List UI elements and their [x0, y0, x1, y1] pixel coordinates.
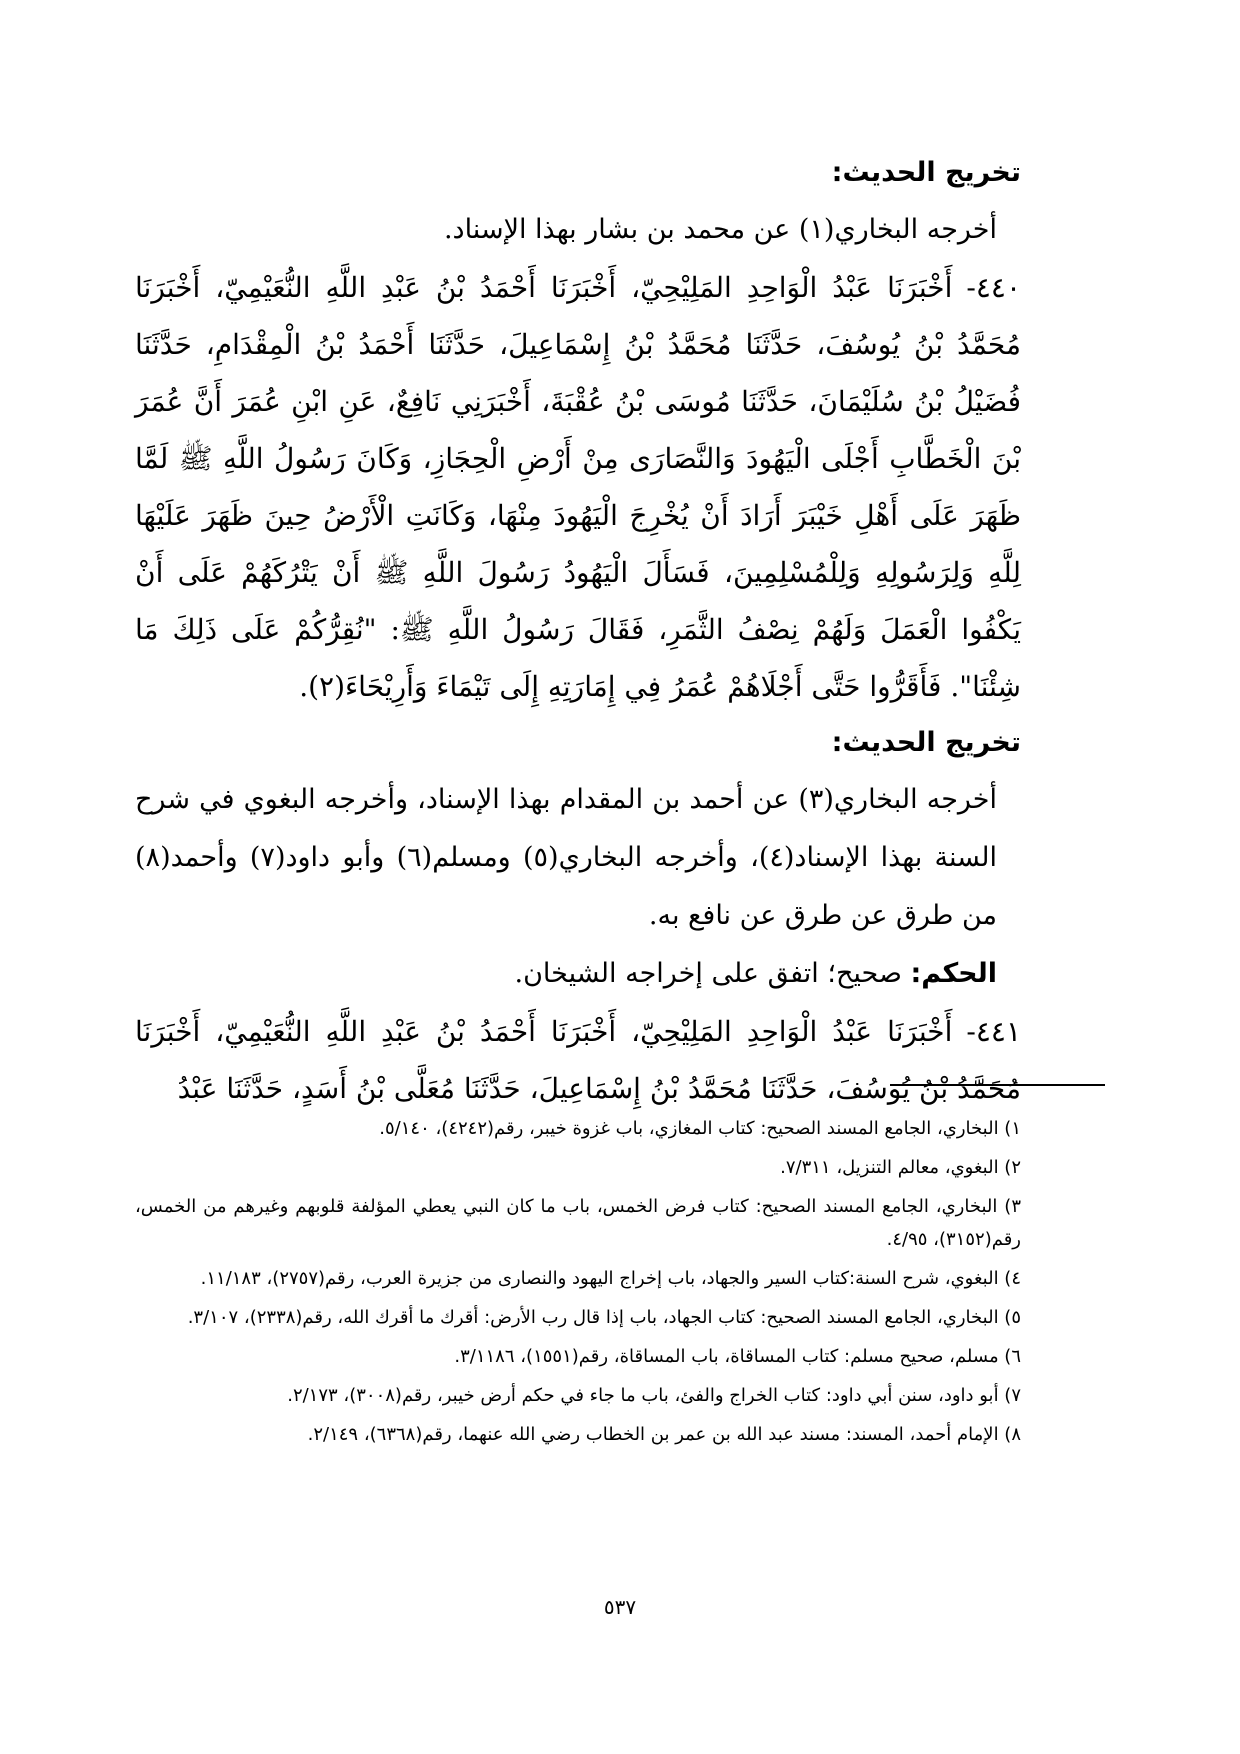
page-number: ٥٣٧: [603, 1595, 637, 1619]
footnote-6: ٦) مسلم، صحيح مسلم: كتاب المساقاة، باب المساقاة، رقم(١٥٥١)، ٣/١١٨٦.: [454, 1346, 1021, 1367]
footnotes: [135, 1112, 1021, 1457]
ruling-label: الحكم:: [910, 958, 997, 989]
takhrij-paragraph: أخرجه البخاري(١) عن محمد بن بشار بهذا الإسناد.: [443, 214, 997, 245]
page-body: [135, 145, 1021, 1117]
hadith-440: [135, 259, 1021, 715]
footnote-4: ٤) البغوي، شرح السنة:كتاب السير والجهاد، باب إخراج اليهود والنصارى من جزيرة العرب، رقم(٢٧٥٧)، ١١/١٨٣.: [200, 1268, 1021, 1289]
footnote-3: ٣) البخاري، الجامع المسند الصحيح: كتاب فرض الخمس، باب ما كان النبي يعطي المؤلفة قلوبهم وغيرهم من الخمس، رقم(٣١٥٢)، ٤/٩٥.: [135, 1196, 1021, 1250]
ruling-text: صحيح؛ اتفق على إخراجه الشيخان.: [514, 958, 902, 989]
takhrij-paragraph: أخرجه البخاري(٣) عن أحمد بن المقدام بهذا الإسناد، وأخرجه البغوي في شرح السنة بهذا الإسناد(٤)، وأخرجه البخاري(٥) ومسلم(٦) وأبو داود(٧) وأحمد(٨) من طرق عن طرق عن نافع به.: [135, 784, 997, 931]
footnote-divider: [890, 1084, 1105, 1086]
section-heading: تخريج الحديث:: [831, 727, 1021, 758]
hadith-text: أَخْبَرَنَا عَبْدُ الْوَاحِدِ المَلِيْحِيّ، أَخْبَرَنَا أَحْمَدُ بْنُ عَبْدِ اللَّهِ النُّعَيْمِيّ، أَخْبَرَنَا مُحَمَّدُ بْنُ يُوسُفَ، حَدَّثَنَا مُحَمَّدُ بْنُ إِسْمَاعِيلَ، حَدَّثَنَا مُعَلَّى بْنُ أَسَدٍ، حَدَّثَنَا عَبْدُ: [135, 1015, 1021, 1105]
hadith-text: أَخْبَرَنَا عَبْدُ الْوَاحِدِ المَلِيْحِيّ، أَخْبَرَنَا أَحْمَدُ بْنُ عَبْدِ اللَّهِ النُّعَيْمِيّ، أَخْبَرَنَا مُحَمَّدُ بْنُ يُوسُفَ، حَدَّثَنَا مُحَمَّدُ بْنُ إِسْمَاعِيلَ، حَدَّثَنَا أَحْمَدُ بْنُ الْمِقْدَامِ، حَدَّثَنَا فُضَيْلُ بْنُ سُلَيْمَانَ، حَدَّثَنَا مُوسَى بْنُ عُقْبَةَ، أَخْبَرَنِي نَافِعٌ، عَنِ ابْنِ عُمَرَ أَنَّ عُمَرَ بْنَ الْخَطَّابِ أَجْلَى الْيَهُودَ وَالنَّصَارَى مِنْ أَرْضِ الْحِجَازِ، وَكَانَ رَسُولُ اللَّهِ ﷺ لَمَّا ظَهَرَ عَلَى أَهْلِ خَيْبَرَ أَرَادَ أَنْ يُخْرِجَ الْيَهُودَ مِنْهَا، وَكَانَتِ الْأَرْضُ حِينَ ظَهَرَ عَلَيْهَا لِلَّهِ وَلِرَسُولِهِ وَلِلْمُسْلِمِينَ، فَسَأَلَ الْيَهُودُ رَسُولَ اللَّهِ ﷺ أَنْ يَتْرُكَهُمْ عَلَى أَنْ يَكْفُوا الْعَمَلَ وَلَهُمْ نِصْفُ الثَّمَرِ، فَقَالَ رَسُولُ اللَّهِ ﷺ: "نُقِرُّكُمْ عَلَى ذَلِكَ مَا شِئْنَا". فَأَقَرُّوا حَتَّى أَجْلَاهُمْ عُمَرُ فِي إِمَارَتِهِ إِلَى تَيْمَاءَ وَأَرِيْحَاءَ(٢).: [135, 271, 1021, 703]
hadith-number: ٤٤١-: [966, 1015, 1021, 1048]
footnote-2: ٢) البغوي، معالم التنزيل، ٧/٣١١.: [780, 1157, 1021, 1178]
section-heading: تخريج الحديث:: [831, 157, 1021, 188]
footnote-1: ١) البخاري، الجامع المسند الصحيح: كتاب المغازي، باب غزوة خيبر، رقم(٤٢٤٢)، ٥/١٤٠.: [379, 1118, 1021, 1139]
footnote-5: ٥) البخاري، الجامع المسند الصحيح: كتاب الجهاد، باب إذا قال رب الأرض: أقرك ما أقرك الله، رقم(٢٣٣٨)، ٣/١٠٧.: [187, 1307, 1021, 1328]
footnote-7: ٧) أبو داود، سنن أبي داود: كتاب الخراج والفئ، باب ما جاء في حكم أرض خيبر، رقم(٣٠٠٨)، ٢/١٧٣.: [287, 1385, 1021, 1406]
footnote-8: ٨) الإمام أحمد، المسند: مسند عبد الله بن عمر بن الخطاب رضي الله عنهما، رقم(٦٣٦٨)، ٢/١٤٩.: [307, 1424, 1021, 1445]
ruling-paragraph: [135, 945, 1021, 1003]
hadith-441: [135, 1003, 1021, 1117]
hadith-number: ٤٤٠-: [966, 271, 1021, 304]
